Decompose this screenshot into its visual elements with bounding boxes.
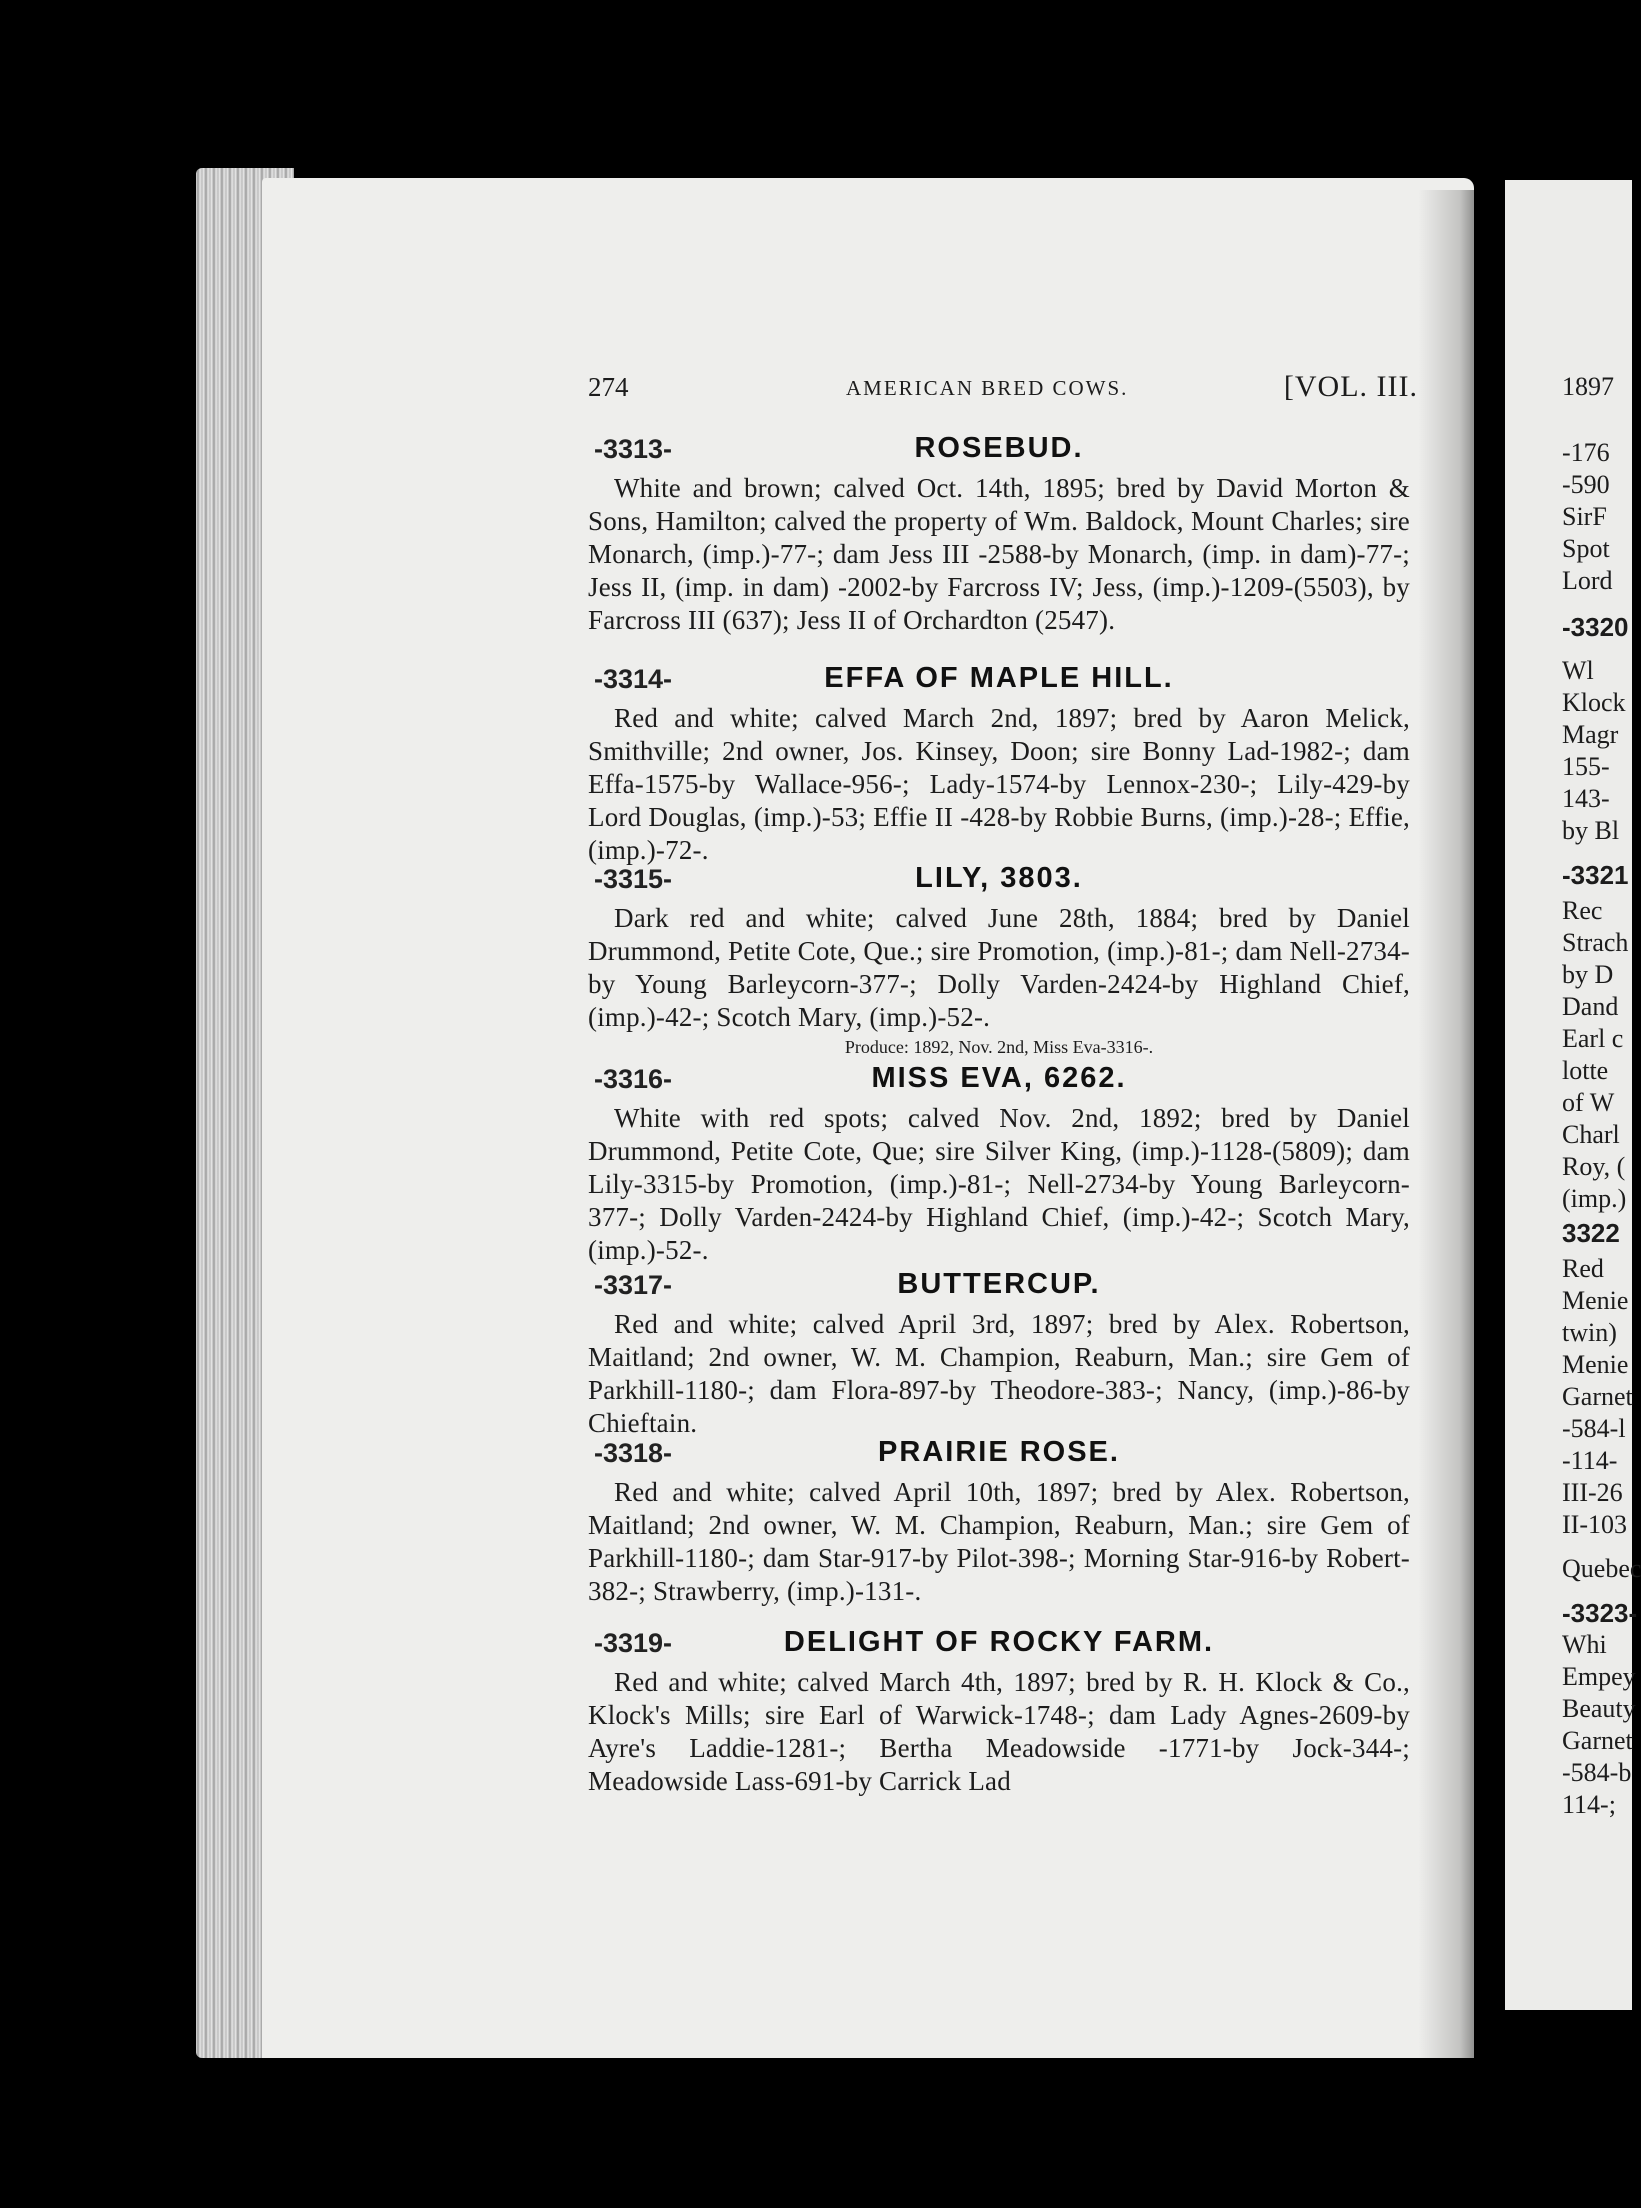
running-title: AMERICAN BRED COWS.: [846, 376, 1129, 400]
right-page-fragment: Strach: [1562, 928, 1629, 957]
entry-name: PRAIRIE ROSE.: [878, 1436, 1120, 1468]
entry-name: MISS EVA, 6262.: [871, 1062, 1127, 1094]
running-header: [588, 372, 1418, 412]
right-page-fragment: Quebec: [1562, 1554, 1641, 1583]
right-page-fragment: -3323-: [1562, 1598, 1638, 1628]
right-page-fragment: SirF: [1562, 502, 1607, 531]
entry-text: Red and white; calved April 3rd, 1897; bred by Alex. Robertson, Maitland; 2nd owner, W. M. Champion, Reaburn, Man.; sire Gem of Parkhill-1180-; dam Flora-897-by Theodore-383-; Nancy, (imp.)-86-by Chieftain.: [588, 1309, 1410, 1438]
entry-number: -3317-: [594, 1270, 673, 1300]
volume-label: [VOL. III.: [1283, 370, 1418, 403]
entry-number: -3314-: [594, 664, 673, 694]
right-page-fragment: 3322: [1562, 1218, 1620, 1248]
entry-name: EFFA OF MAPLE HILL.: [824, 662, 1174, 694]
right-page-fragment: -3320: [1562, 612, 1629, 642]
entry-3315: [588, 862, 1410, 1058]
right-page-fragment: 114-;: [1562, 1790, 1616, 1819]
entry-3316: [588, 1062, 1410, 1267]
right-page-fragment: Dand: [1562, 992, 1619, 1021]
right-page-fragment: Roy, (: [1562, 1152, 1626, 1181]
entry-number: -3313-: [594, 434, 673, 464]
right-page-fragment: Klock: [1562, 688, 1626, 717]
right-page-fragment: Red: [1562, 1254, 1604, 1283]
right-page-fragment: Menie: [1562, 1286, 1629, 1315]
right-page-fragment: II-103: [1562, 1510, 1627, 1539]
right-page-fragment: Garnet: [1562, 1726, 1633, 1755]
right-page-fragment: by D: [1562, 960, 1614, 989]
entry-name: ROSEBUD.: [914, 432, 1084, 464]
right-page-fragment: Garnet: [1562, 1382, 1633, 1411]
book-gutter-shadow: [1418, 190, 1478, 2060]
right-page-fragment: -590: [1562, 470, 1610, 499]
right-page-fragment: (imp.): [1562, 1184, 1627, 1213]
entry-number: -3316-: [594, 1064, 673, 1094]
right-page-fragment: -114-: [1562, 1446, 1618, 1475]
entry-name: DELIGHT OF ROCKY FARM.: [783, 1626, 1215, 1658]
entry-3313: [588, 432, 1410, 637]
right-page-fragment: lotte: [1562, 1056, 1609, 1085]
right-page-fragment: Empey: [1562, 1662, 1636, 1691]
right-page-fragment: -176: [1562, 438, 1610, 467]
right-page-fragment: Earl c: [1562, 1024, 1624, 1053]
entry-3317: [588, 1268, 1410, 1440]
entry-number: -3315-: [594, 864, 673, 894]
right-page-fragment: 155-: [1562, 752, 1610, 781]
produce-note: Produce: 1892, Nov. 2nd, Miss Eva-3316-.: [844, 1037, 1154, 1057]
entry-3314: [588, 662, 1410, 867]
right-page-fragment: III-26: [1562, 1478, 1623, 1507]
right-page-fragment: Menie: [1562, 1350, 1629, 1379]
right-page-fragment: 1897: [1562, 372, 1614, 401]
entry-number: -3318-: [594, 1438, 673, 1468]
entry-3318: [588, 1436, 1410, 1608]
right-page-fragment: Whi: [1562, 1630, 1607, 1659]
right-page-fragment: Spot: [1562, 534, 1610, 563]
right-page-fragment: 143-: [1562, 784, 1610, 813]
right-page-fragment: Lord: [1562, 566, 1613, 595]
entry-text: Dark red and white; calved June 28th, 1884; bred by Daniel Drummond, Petite Cote, Que.; sire Promotion, (imp.)-81-; dam Nell-2734-by Young Barleycorn-377-; Dolly Varden-2424-by Highland Chief, (imp.)-42-; Scotch Mary, (imp.)-52-.: [588, 903, 1410, 1032]
right-page-fragment: -3321: [1562, 860, 1629, 890]
entry-text: White and brown; calved Oct. 14th, 1895; bred by David Morton & Sons, Hamilton; calved the property of Wm. Baldock, Mount Charles; sire Monarch, (imp.)-77-; dam Jess III -2588-by Monarch, (imp. in dam)-77-; Jess II, (imp. in dam) -2002-by Farcross IV; Jess, (imp.)-1209-(5503), by Farcross III (637); Jess II of Orchardton (2547).: [588, 473, 1410, 635]
right-page-fragment: Wl: [1562, 656, 1594, 685]
entry-text: Red and white; calved March 2nd, 1897; bred by Aaron Melick, Smithville; 2nd owner, Jos. Kinsey, Doon; sire Bonny Lad-1982-; dam Effa-1575-by Wallace-956-; Lady-1574-by Lennox-230-; Lily-429-by Lord Douglas, (imp.)-53; Effie II -428-by Robbie Burns, (imp.)-28-; Effie, (imp.)-72-.: [588, 703, 1410, 865]
right-page-fragment: -584-l: [1562, 1414, 1626, 1443]
entry-text: Red and white; calved April 10th, 1897; bred by Alex. Robertson, Maitland; 2nd owner, W. M. Champion, Reaburn, Man.; sire Gem of Parkhill-1180-; dam Star-917-by Pilot-398-; Morning Star-916-by Robert-382-; Strawberry, (imp.)-131-.: [588, 1477, 1410, 1606]
right-page-fragment: Charl: [1562, 1120, 1620, 1149]
right-page-fragment: of W: [1562, 1088, 1615, 1117]
entry-number: -3319-: [594, 1628, 673, 1658]
page-number: 274: [588, 372, 629, 402]
right-page-fragment: Magr: [1562, 720, 1619, 749]
entry-text: White with red spots; calved Nov. 2nd, 1892; bred by Daniel Drummond, Petite Cote, Que; sire Silver King, (imp.)-1128-(5809); dam Lily-3315-by Promotion, (imp.)-81-; Nell-2734-by Young Barleycorn-377-; Dolly Varden-2424-by Highland Chief, (imp.)-42-; Scotch Mary, (imp.)-52-.: [588, 1103, 1410, 1265]
right-page-fragment: Beauty: [1562, 1694, 1636, 1723]
right-page-fragment: -584-b: [1562, 1758, 1632, 1787]
entry-name: LILY, 3803.: [915, 862, 1083, 894]
entry-text: Red and white; calved March 4th, 1897; bred by R. H. Klock & Co., Klock's Mills; sire Earl of Warwick-1748-; dam Lady Agnes-2609-by Ayre's Laddie-1281-; Bertha Meadowside -1771-by Jock-344-; Meadowside Lass-691-by Carrick Lad: [588, 1667, 1410, 1796]
right-page-fragment: by Bl: [1562, 816, 1620, 845]
entry-3319: [588, 1626, 1410, 1798]
entry-name: BUTTERCUP.: [897, 1268, 1101, 1300]
right-page-fragment: Rec: [1562, 896, 1603, 925]
right-page-fragment: twin): [1562, 1318, 1617, 1347]
